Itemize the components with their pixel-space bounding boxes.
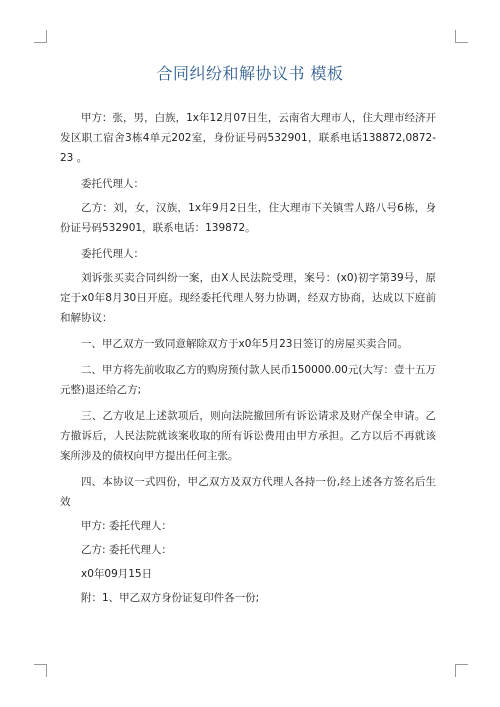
signature-party-b: 乙方: 委托代理人： bbox=[81, 544, 172, 556]
document-body bbox=[60, 108, 436, 612]
clause-4: 四、本协议一式四份，甲乙双方及双方代理人各持一份,经上述各方签名后生效 bbox=[60, 476, 436, 508]
clause-1: 一、甲乙双方一致同意解除双方于x0年5月23日签订的房屋买卖合同。 bbox=[81, 338, 408, 350]
page-corner-mark-bottom-right bbox=[455, 664, 468, 677]
page-corner-mark-bottom-left bbox=[34, 664, 47, 677]
page-corner-mark-top-left bbox=[34, 30, 47, 43]
party-a-info: 甲方：张，男，白族，1x年12月07日生，云南省大理市人，住大理市经济开发区职工宿舍3栋4单元202室，身份证号码532901，联系电话138872,0872-23 。 bbox=[60, 112, 436, 164]
party-a-agent: 委托代理人： bbox=[81, 178, 144, 190]
document-title: 合同纠纷和解协议书 模板 bbox=[156, 64, 344, 83]
case-background: 刘诉张买卖合同纠纷一案，由X人民法院受理，案号：(x0)初字第39号，原定于x0年8月30日开庭。现经委托代理人努力协调，经双方协商，达成以下庭前和解协议： bbox=[60, 272, 436, 324]
party-b-agent: 委托代理人： bbox=[81, 248, 144, 260]
signing-date: x0年09月15日 bbox=[81, 568, 153, 580]
signature-party-a: 甲方: 委托代理人： bbox=[81, 520, 172, 532]
clause-2: 二、甲方将先前收取乙方的购房预付款人民币150000.00元(大写：壹十五万元整)退还给乙方; bbox=[60, 364, 436, 396]
clause-3: 三、乙方收足上述款项后，则向法院撤回所有诉讼请求及财产保全申请。乙方撤诉后，人民法院就该案收取的所有诉讼费用由甲方承担。乙方以后不再就该案所涉及的债权向甲方提出任何主张。 bbox=[60, 410, 436, 462]
page-corner-mark-top-right bbox=[455, 30, 468, 43]
party-b-info: 乙方：刘，女，汉族，1x年9月2日生，住大理市下关镇雪人路八号6栋，身份证号码532901，联系电话：139872。 bbox=[60, 202, 436, 234]
attachment-note: 附：1、甲乙双方身份证复印件各一份; bbox=[81, 592, 260, 604]
